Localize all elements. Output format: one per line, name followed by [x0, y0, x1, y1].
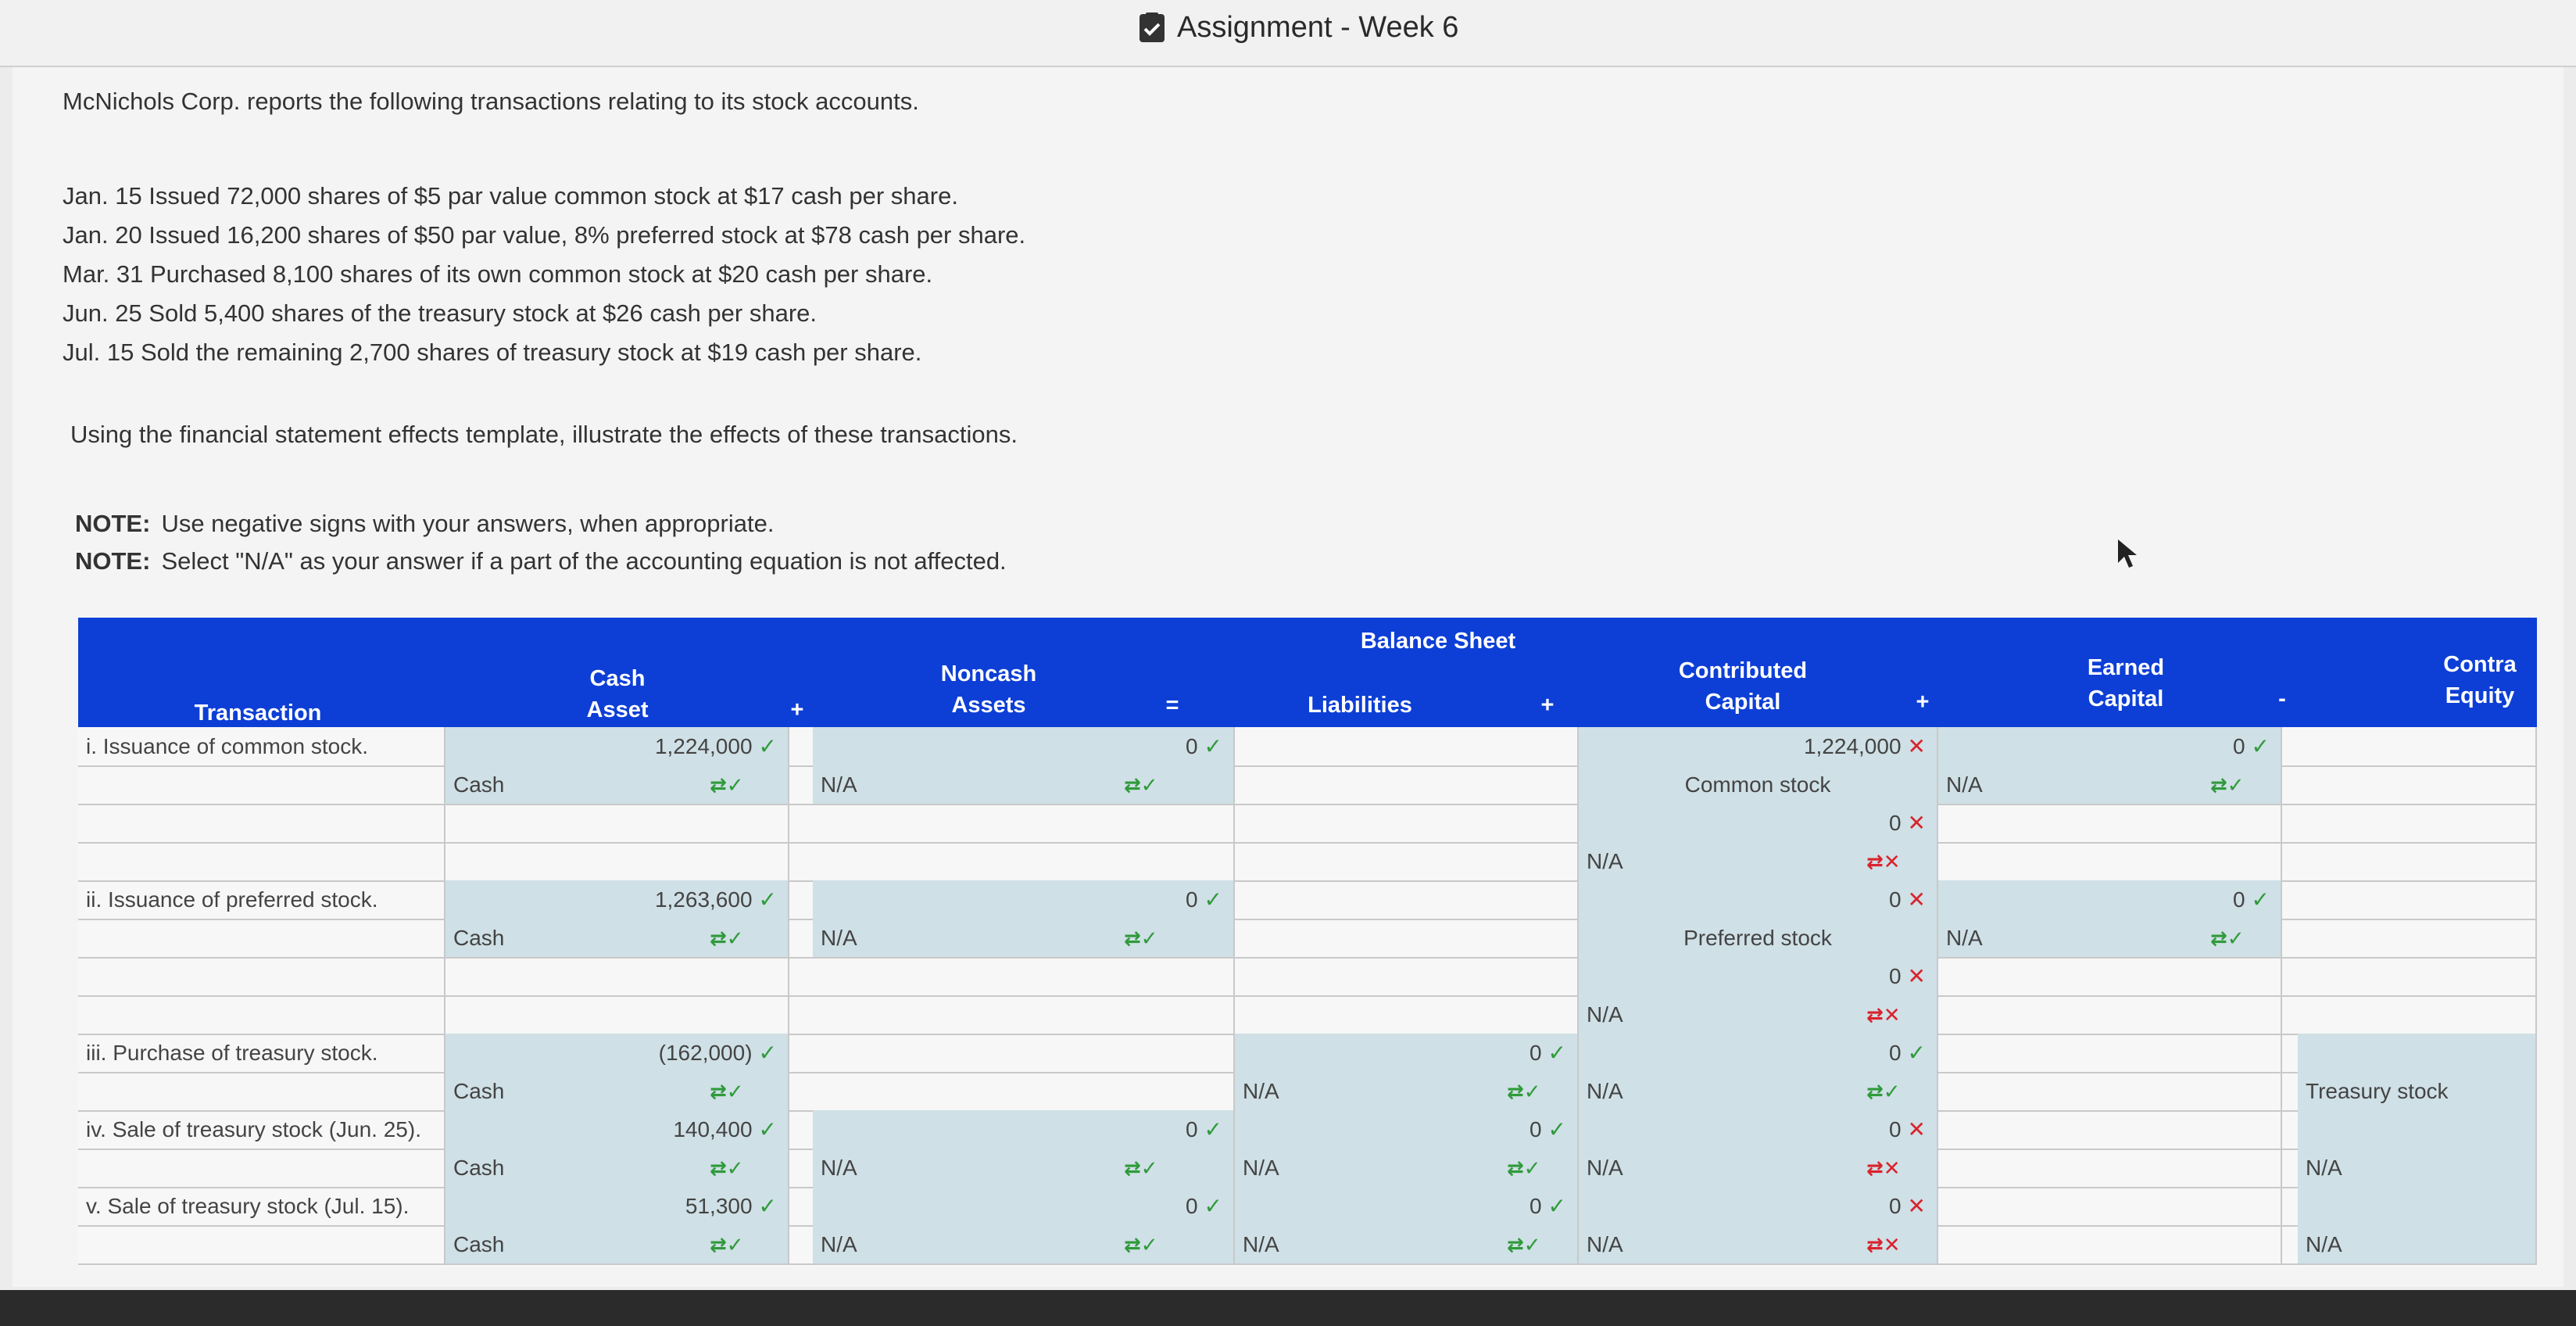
input-value: 0	[1529, 1194, 1542, 1218]
note-text: Use negative signs with your answers, when appropriate.	[161, 510, 775, 537]
table-row	[78, 1072, 2537, 1112]
select-value: N/A	[1243, 1156, 1279, 1180]
check-icon: ✓	[758, 1117, 777, 1141]
contributed-account-select[interactable]: Common stock	[1579, 765, 1938, 804]
earned-amount-input[interactable]	[1938, 727, 2282, 765]
check-icon: ✓	[758, 734, 777, 758]
op-equals: =	[1165, 693, 1179, 718]
contra-account-select[interactable]: N/A	[2298, 1149, 2537, 1187]
noncash-amount-input[interactable]	[813, 1187, 1235, 1225]
cash-amount-input[interactable]	[445, 1187, 789, 1225]
col-contributed-line2: Capital	[1705, 690, 1781, 715]
empty-cell	[78, 995, 445, 1034]
contributed-amount-input[interactable]	[1579, 957, 1938, 995]
instruction-text: Using the financial statement effects template, illustrate the effects of these transactions.	[70, 421, 1018, 448]
balance-sheet-heading: Balance Sheet	[1360, 629, 1516, 654]
contributed-account-select[interactable]	[1579, 995, 1938, 1034]
x-icon: ✕	[1907, 887, 1926, 912]
contra-amount-input[interactable]	[2298, 1187, 2537, 1225]
empty-cell	[2298, 880, 2537, 919]
select-value: N/A	[1587, 1002, 1623, 1027]
input-value: 0	[1185, 887, 1198, 912]
transaction-line: Jan. 20 Issued 16,200 shares of $50 par value, 8% preferred stock at $78 cash per share.	[63, 221, 1026, 249]
empty-cell	[1938, 1187, 2282, 1225]
table-row	[78, 1034, 2537, 1073]
empty-cell	[78, 842, 445, 880]
check-icon: ✓	[2251, 734, 2270, 758]
table-row	[78, 1149, 2537, 1188]
table-row	[78, 1110, 2537, 1150]
table-row	[78, 765, 2537, 805]
cash-account-select[interactable]	[445, 1225, 789, 1263]
empty-cell	[1938, 995, 2282, 1034]
contributed-amount-input[interactable]	[1579, 880, 1938, 919]
col-liabilities: Liabilities	[1308, 693, 1412, 718]
input-value: 0	[1888, 887, 1902, 912]
liabilities-amount-input[interactable]	[1235, 1034, 1579, 1072]
input-value: 0	[1185, 734, 1198, 758]
input-value: 51,300	[685, 1194, 753, 1218]
earned-amount-input[interactable]	[1938, 880, 2282, 919]
liabilities-amount-input[interactable]	[1235, 1110, 1579, 1149]
table-row	[78, 995, 2537, 1035]
op-minus: -	[2278, 686, 2286, 711]
check-icon: ✓	[1547, 1194, 1566, 1218]
select-value: N/A	[1587, 849, 1623, 873]
table-row	[78, 957, 2537, 997]
empty-cell	[445, 804, 789, 842]
empty-cell	[2298, 995, 2537, 1034]
table-row	[78, 880, 2537, 920]
empty-cell	[2298, 727, 2537, 765]
select-value: Cash	[453, 1156, 505, 1180]
table-row	[78, 727, 2537, 767]
empty-cell	[813, 995, 1235, 1034]
select-value: N/A	[1587, 1156, 1623, 1180]
op-plus: +	[1916, 690, 1930, 715]
contra-amount-input[interactable]	[2298, 1034, 2537, 1072]
noncash-account-select[interactable]	[813, 765, 1235, 804]
contributed-account-select[interactable]	[1579, 1225, 1938, 1263]
noncash-account-select[interactable]	[813, 1149, 1235, 1187]
note-label: NOTE:	[75, 547, 151, 575]
select-value: N/A	[1946, 772, 1983, 797]
input-value: 0	[1529, 1117, 1542, 1141]
input-value: 0	[1888, 1194, 1902, 1218]
contributed-account-select[interactable]	[1579, 842, 1938, 880]
check-icon: ✓	[1547, 1041, 1566, 1065]
x-icon: ✕	[1907, 964, 1926, 988]
liabilities-account-select[interactable]	[1235, 1072, 1579, 1110]
assignment-icon	[1138, 13, 1166, 44]
transaction-line: Jan. 15 Issued 72,000 shares of $5 par value common stock at $17 cash per share.	[63, 182, 958, 210]
table-row	[78, 842, 2537, 882]
noncash-amount-input[interactable]	[813, 1110, 1235, 1149]
empty-cell	[1235, 765, 1579, 804]
input-value: 0	[1888, 811, 1902, 835]
empty-cell	[813, 804, 1235, 842]
col-noncash-line1: Noncash	[940, 661, 1037, 686]
note-negative-signs	[75, 510, 774, 538]
empty-cell	[78, 1225, 445, 1263]
contra-amount-input[interactable]	[2298, 1110, 2537, 1149]
x-icon: ✕	[1907, 734, 1926, 758]
empty-cell	[813, 1072, 1235, 1110]
input-value: 0	[1185, 1117, 1198, 1141]
title-wrap	[1138, 11, 1458, 45]
empty-cell	[78, 1072, 445, 1110]
empty-cell	[445, 995, 789, 1034]
select-value: N/A	[821, 1156, 857, 1180]
dropdown-check-icon: ⇄✓	[1124, 773, 1158, 797]
cash-account-select[interactable]	[445, 919, 789, 957]
contributed-amount-input[interactable]	[1579, 1034, 1938, 1072]
select-value: Cash	[453, 1079, 505, 1103]
transaction-label: i. Issuance of common stock.	[78, 727, 445, 765]
check-icon: ✓	[2251, 887, 2270, 912]
cash-account-select[interactable]	[445, 1149, 789, 1187]
empty-cell	[1938, 1110, 2282, 1149]
contributed-account-select[interactable]	[1579, 1072, 1938, 1110]
col-noncash-line2: Assets	[951, 693, 1026, 718]
dropdown-check-icon: ⇄✓	[710, 1156, 744, 1180]
select-value: Cash	[453, 926, 505, 950]
cash-amount-input[interactable]	[445, 880, 789, 919]
input-value: 0	[2232, 887, 2245, 912]
empty-cell	[78, 957, 445, 995]
cash-amount-input[interactable]	[445, 1034, 789, 1072]
empty-cell	[1235, 804, 1579, 842]
contra-account-select[interactable]: N/A	[2298, 1225, 2537, 1263]
table-row	[78, 804, 2537, 844]
empty-cell	[78, 765, 445, 804]
contributed-amount-input[interactable]	[1579, 804, 1938, 842]
cash-amount-input[interactable]	[445, 727, 789, 765]
check-icon: ✓	[758, 1194, 777, 1218]
col-cash-line2: Asset	[586, 697, 649, 722]
empty-cell	[2298, 804, 2537, 842]
contributed-account-select[interactable]: Preferred stock	[1579, 919, 1938, 957]
effects-template-table	[78, 618, 2537, 1267]
dropdown-check-icon: ⇄✓	[1866, 1080, 1901, 1103]
empty-cell	[1938, 1149, 2282, 1187]
check-icon: ✓	[758, 1041, 777, 1065]
table-body	[78, 727, 2537, 1267]
transaction-line: Mar. 31 Purchased 8,100 shares of its own common stock at $20 cash per share.	[63, 260, 933, 288]
empty-cell	[1235, 919, 1579, 957]
input-value: 0	[1888, 964, 1902, 988]
select-value: N/A	[1587, 1232, 1623, 1256]
x-icon: ✕	[1907, 811, 1926, 835]
check-icon: ✓	[1907, 1041, 1926, 1065]
col-contributed-line1: Contributed	[1678, 658, 1808, 683]
liabilities-account-select[interactable]	[1235, 1149, 1579, 1187]
check-icon: ✓	[758, 887, 777, 912]
dropdown-check-icon: ⇄✓	[710, 1080, 744, 1103]
table-header	[78, 618, 2537, 727]
dropdown-check-icon: ⇄✓	[1507, 1080, 1541, 1103]
transaction-list	[63, 177, 1025, 372]
dropdown-x-icon: ⇄✕	[1866, 1156, 1901, 1180]
contributed-amount-input[interactable]	[1579, 1110, 1938, 1149]
noncash-account-select[interactable]	[813, 919, 1235, 957]
x-icon: ✕	[1907, 1194, 1926, 1218]
page-title: Assignment - Week 6	[1177, 11, 1459, 44]
col-contra-line1: Contra	[2443, 652, 2517, 677]
col-contra-line2: Equity	[2445, 683, 2515, 708]
empty-cell	[813, 957, 1235, 995]
empty-cell	[1235, 727, 1579, 765]
noncash-amount-input[interactable]	[813, 727, 1235, 765]
dropdown-x-icon: ⇄✕	[1866, 1233, 1901, 1256]
noncash-amount-input[interactable]	[813, 880, 1235, 919]
dropdown-check-icon: ⇄✓	[1124, 1233, 1158, 1256]
empty-cell	[1938, 1034, 2282, 1072]
check-icon: ✓	[1547, 1117, 1566, 1141]
dropdown-check-icon: ⇄✓	[1124, 1156, 1158, 1180]
transaction-line: Jul. 15 Sold the remaining 2,700 shares of treasury stock at $19 cash per share.	[63, 339, 922, 366]
empty-cell	[78, 1149, 445, 1187]
transaction-label: v. Sale of treasury stock (Jul. 15).	[78, 1187, 445, 1225]
dropdown-check-icon: ⇄✓	[2210, 926, 2245, 950]
dropdown-check-icon: ⇄✓	[710, 926, 744, 950]
input-value: (162,000)	[658, 1041, 753, 1065]
contributed-amount-input[interactable]	[1579, 1187, 1938, 1225]
empty-cell	[813, 1034, 1235, 1072]
earned-account-select[interactable]	[1938, 919, 2282, 957]
select-value: N/A	[821, 926, 857, 950]
select-value: N/A	[1243, 1079, 1279, 1103]
earned-account-select[interactable]	[1938, 765, 2282, 804]
transaction-label: iii. Purchase of treasury stock.	[78, 1034, 445, 1072]
note-na	[75, 547, 1007, 575]
dropdown-check-icon: ⇄✓	[1124, 926, 1158, 950]
dropdown-check-icon: ⇄✓	[1507, 1156, 1541, 1180]
empty-cell	[445, 957, 789, 995]
col-earned-line2: Capital	[2088, 686, 2164, 711]
transaction-label: ii. Issuance of preferred stock.	[78, 880, 445, 919]
empty-cell	[2298, 765, 2537, 804]
dropdown-check-icon: ⇄✓	[2210, 773, 2245, 797]
empty-cell	[1938, 957, 2282, 995]
empty-cell	[2298, 957, 2537, 995]
empty-cell	[78, 919, 445, 957]
liabilities-account-select[interactable]	[1235, 1225, 1579, 1263]
empty-cell	[1938, 804, 2282, 842]
input-value: 1,263,600	[654, 887, 753, 912]
cash-account-select[interactable]	[445, 1072, 789, 1110]
select-value: N/A	[1946, 926, 1983, 950]
screen-bezel	[0, 1290, 2576, 1326]
op-plus: +	[1540, 693, 1555, 718]
empty-cell	[1938, 1072, 2282, 1110]
contributed-account-select[interactable]	[1579, 1149, 1938, 1187]
empty-cell	[2298, 919, 2537, 957]
input-value: 1,224,000	[1803, 734, 1902, 758]
select-value: N/A	[821, 772, 857, 797]
select-value: N/A	[1243, 1232, 1279, 1256]
op-plus: +	[790, 697, 804, 722]
dropdown-check-icon: ⇄✓	[710, 1233, 744, 1256]
select-value: N/A	[1587, 1079, 1623, 1103]
empty-cell	[2298, 842, 2537, 880]
empty-cell	[1938, 842, 2282, 880]
empty-cell	[1938, 1225, 2282, 1263]
input-value: 140,400	[673, 1117, 753, 1141]
contributed-amount-input[interactable]	[1579, 727, 1938, 765]
mouse-cursor-icon	[2115, 538, 2141, 569]
table-row	[78, 1225, 2537, 1265]
table-row	[78, 919, 2537, 959]
empty-cell	[78, 804, 445, 842]
top-bar	[0, 0, 2576, 67]
col-earned-line1: Earned	[2087, 655, 2165, 680]
col-cash-line1: Cash	[589, 666, 646, 691]
note-text: Select "N/A" as your answer if a part of the accounting equation is not affected.	[161, 547, 1007, 575]
empty-cell	[813, 842, 1235, 880]
dropdown-x-icon: ⇄✕	[1866, 850, 1901, 873]
table-row	[78, 1187, 2537, 1227]
input-value: 0	[1185, 1194, 1198, 1218]
liabilities-amount-input[interactable]	[1235, 1187, 1579, 1225]
cash-amount-input[interactable]	[445, 1110, 789, 1149]
x-icon: ✕	[1907, 1117, 1926, 1141]
check-icon: ✓	[1204, 1194, 1222, 1218]
noncash-account-select[interactable]	[813, 1225, 1235, 1263]
select-value: Cash	[453, 772, 505, 797]
input-value: 0	[1888, 1117, 1902, 1141]
cash-account-select[interactable]	[445, 765, 789, 804]
empty-cell	[1235, 995, 1579, 1034]
dropdown-check-icon: ⇄✓	[710, 773, 744, 797]
input-value: 0	[1888, 1041, 1902, 1065]
check-icon: ✓	[1204, 734, 1222, 758]
dropdown-check-icon: ⇄✓	[1507, 1233, 1541, 1256]
note-label: NOTE:	[75, 510, 151, 537]
select-value: Cash	[453, 1232, 505, 1256]
check-icon: ✓	[1204, 1117, 1222, 1141]
problem-intro: McNichols Corp. reports the following transactions relating to its stock accounts.	[63, 88, 919, 115]
empty-cell	[445, 842, 789, 880]
col-transaction: Transaction	[194, 701, 322, 726]
select-value: N/A	[821, 1232, 857, 1256]
empty-cell	[1235, 842, 1579, 880]
transaction-label: iv. Sale of treasury stock (Jun. 25).	[78, 1110, 445, 1149]
empty-cell	[1235, 880, 1579, 919]
dropdown-x-icon: ⇄✕	[1866, 1003, 1901, 1027]
transaction-line: Jun. 25 Sold 5,400 shares of the treasury stock at $26 cash per share.	[63, 299, 818, 327]
input-value: 0	[2232, 734, 2245, 758]
input-value: 1,224,000	[654, 734, 753, 758]
check-icon: ✓	[1204, 887, 1222, 912]
empty-cell	[1235, 957, 1579, 995]
input-value: 0	[1529, 1041, 1542, 1065]
contra-account-select[interactable]: Treasury stock	[2298, 1072, 2537, 1110]
